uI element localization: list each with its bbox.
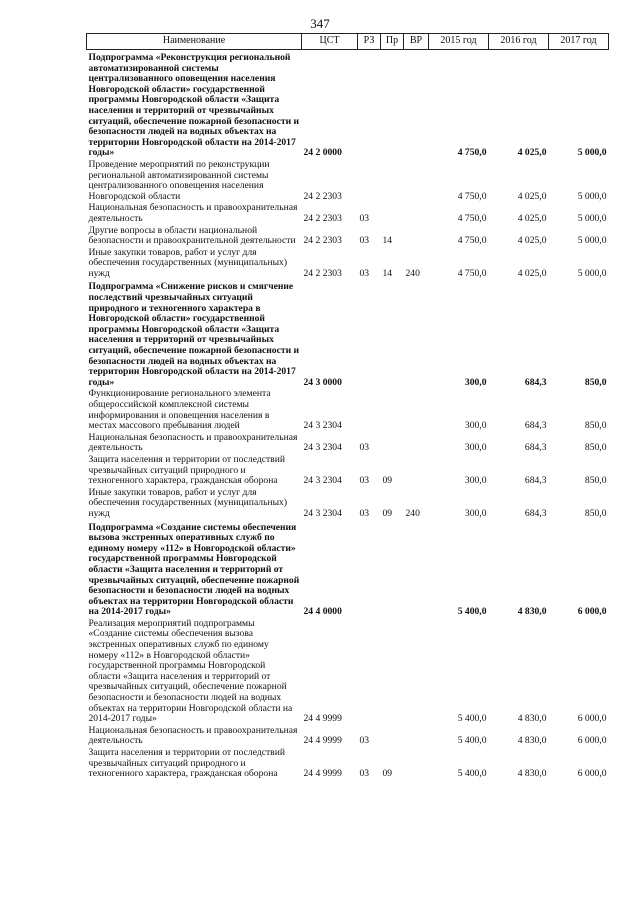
cell-rz: 03 bbox=[359, 507, 370, 519]
table-row bbox=[87, 725, 609, 747]
cell-rz bbox=[358, 279, 381, 388]
cell-2016: 4 025,0 bbox=[517, 190, 547, 202]
cell-2017: 6 000,0 bbox=[577, 768, 607, 780]
cell-cst: 24 2 0000 bbox=[303, 147, 342, 159]
header-2015: 2015 год bbox=[429, 34, 489, 50]
cell-name: Национальная безопасность и правоохранительная деятельность bbox=[88, 431, 298, 454]
cell-pr: 14 bbox=[382, 235, 393, 247]
cell-cst: 24 4 0000 bbox=[303, 606, 342, 618]
header-vr: ВР bbox=[404, 34, 429, 50]
cell-rz: 03 bbox=[359, 212, 370, 224]
cell-name: Национальная безопасность и правоохранительная деятельность bbox=[88, 724, 298, 747]
cell-pr: 14 bbox=[382, 267, 393, 279]
table-row bbox=[87, 50, 609, 159]
cell-pr bbox=[381, 725, 404, 747]
cell-2015: 300,0 bbox=[464, 507, 487, 519]
cell-2015: 5 400,0 bbox=[457, 735, 487, 747]
cell-rz: 03 bbox=[359, 475, 370, 487]
cell-2017: 6 000,0 bbox=[577, 713, 607, 725]
cell-pr bbox=[381, 388, 404, 431]
cell-2016: 684,3 bbox=[524, 507, 547, 519]
cell-name: Защита населения и территории от последствий чрезвычайных ситуаций природного и техногенного характера, гражданская оборона bbox=[88, 453, 285, 487]
cell-cst: 24 4 9999 bbox=[303, 735, 342, 747]
cell-2017: 5 000,0 bbox=[577, 147, 607, 159]
cell-2017: 850,0 bbox=[584, 376, 607, 388]
table-row bbox=[87, 520, 609, 618]
cell-pr bbox=[381, 50, 404, 159]
cell-vr bbox=[404, 725, 429, 747]
cell-rz bbox=[358, 388, 381, 431]
cell-vr bbox=[404, 388, 429, 431]
cell-2015: 4 750,0 bbox=[457, 235, 487, 247]
cell-name: Защита населения и территории от последствий чрезвычайных ситуаций природного и техногенного характера, гражданская оборона bbox=[88, 747, 285, 780]
cell-pr bbox=[381, 618, 404, 725]
cell-cst: 24 3 2304 bbox=[303, 475, 342, 487]
cell-name: Подпрограмма «Реконструкция региональной автоматизированной системы централизованного оповещения населения Новгородской области» государственной программы Новгородской области «Защита населения и территорий от чрезвычайных ситуаций, обеспечение пожарной безопасности и безопасности людей на водных объектах на территории Новгородской области на 2014-2017 годы» bbox=[88, 52, 300, 159]
table-row bbox=[87, 225, 609, 247]
cell-cst: 24 4 9999 bbox=[303, 768, 342, 780]
cell-2016: 4 025,0 bbox=[517, 147, 547, 159]
table-row bbox=[87, 432, 609, 454]
cell-vr bbox=[404, 747, 429, 780]
header-2017: 2017 год bbox=[549, 34, 609, 50]
cell-cst: 24 2 2303 bbox=[303, 212, 342, 224]
cell-vr bbox=[404, 618, 429, 725]
cell-vr bbox=[404, 520, 429, 618]
cell-name: Реализация мероприятий подпрограммы «Создание системы обеспечения вызова экстренных оперативных служб по единому номеру «112» в Новгородской области» государственной программы Новгородской области «Защита населения и территорий от чрезвычайных ситуаций, обеспечение пожарной безопасности и безопасности людей на водных объектах на территории Новгородской области на 2014-2017 годы» bbox=[88, 617, 293, 725]
cell-name: Подпрограмма «Снижение рисков и смягчение последствий чрезвычайных ситуаций природного и техногенного характера в Новгородской области» государственной программы Новгородской области «Защита населения и территорий от чрезвычайных ситуаций, обеспечение пожарной безопасности и безопасности людей на водных объектах на территории Новгородской области на 2014-2017 годы» bbox=[88, 281, 300, 388]
cell-2015: 5 400,0 bbox=[457, 768, 487, 780]
cell-rz: 03 bbox=[359, 442, 370, 454]
table-row bbox=[87, 388, 609, 431]
header-2016: 2016 год bbox=[489, 34, 549, 50]
cell-cst: 24 2 2303 bbox=[303, 235, 342, 247]
cell-rz bbox=[358, 520, 381, 618]
cell-vr bbox=[404, 50, 429, 159]
cell-2017: 850,0 bbox=[584, 420, 607, 432]
header-name: Наименование bbox=[87, 34, 302, 50]
cell-rz bbox=[358, 159, 381, 202]
cell-2017: 5 000,0 bbox=[577, 190, 607, 202]
cell-pr bbox=[381, 520, 404, 618]
cell-2015: 4 750,0 bbox=[457, 267, 487, 279]
table-row bbox=[87, 454, 609, 487]
cell-2016: 4 025,0 bbox=[517, 267, 547, 279]
cell-2016: 4 830,0 bbox=[517, 713, 547, 725]
cell-2017: 6 000,0 bbox=[577, 735, 607, 747]
cell-rz bbox=[358, 618, 381, 725]
cell-cst: 24 2 2303 bbox=[303, 267, 342, 279]
cell-2015: 5 400,0 bbox=[457, 713, 487, 725]
cell-cst: 24 3 2304 bbox=[303, 420, 342, 432]
table-row bbox=[87, 747, 609, 780]
cell-cst: 24 3 2304 bbox=[303, 507, 342, 519]
cell-vr bbox=[404, 454, 429, 487]
cell-name: Подпрограмма «Создание системы обеспечения вызова экстренных оперативных служб по единому номеру «112» в Новгородской области» государственной программы Новгородской области «Защита населения и территорий от чрезвычайных ситуаций, обеспечение пожарной безопасности и безопасности людей на водных объектах на территории Новгородской области на 2014-2017 годы» bbox=[88, 521, 300, 618]
cell-vr: 240 bbox=[405, 267, 420, 279]
cell-rz: 03 bbox=[359, 267, 370, 279]
cell-cst: 24 4 9999 bbox=[303, 713, 342, 725]
cell-rz: 03 bbox=[359, 235, 370, 247]
cell-name: Национальная безопасность и правоохранительная деятельность bbox=[88, 202, 298, 224]
cell-2015: 300,0 bbox=[464, 475, 487, 487]
cell-2015: 5 400,0 bbox=[457, 606, 487, 618]
cell-2017: 5 000,0 bbox=[577, 235, 607, 247]
cell-pr: 09 bbox=[382, 507, 393, 519]
cell-2016: 4 025,0 bbox=[517, 235, 547, 247]
table-header-row bbox=[87, 34, 609, 50]
table-row bbox=[87, 487, 609, 520]
cell-vr bbox=[404, 159, 429, 202]
cell-2017: 5 000,0 bbox=[577, 212, 607, 224]
cell-2017: 850,0 bbox=[584, 507, 607, 519]
cell-2016: 684,3 bbox=[524, 376, 547, 388]
cell-vr bbox=[404, 279, 429, 388]
cell-vr bbox=[404, 225, 429, 247]
cell-name: Иные закупки товаров, работ и услуг для обеспечения государственных (муниципальных) нужд bbox=[88, 246, 288, 279]
cell-2016: 4 025,0 bbox=[517, 212, 547, 224]
header-pr: Пр bbox=[381, 34, 404, 50]
cell-rz: 03 bbox=[359, 735, 370, 747]
cell-2015: 4 750,0 bbox=[457, 147, 487, 159]
cell-cst: 24 3 0000 bbox=[303, 376, 342, 388]
cell-cst: 24 2 2303 bbox=[303, 190, 342, 202]
cell-name: Иные закупки товаров, работ и услуг для обеспечения государственных (муниципальных) нужд bbox=[88, 486, 288, 519]
cell-rz: 03 bbox=[359, 768, 370, 780]
cell-cst: 24 3 2304 bbox=[303, 442, 342, 454]
cell-name: Другие вопросы в области национальной безопасности и правоохранительной деятельности bbox=[88, 224, 296, 247]
cell-pr: 09 bbox=[382, 475, 393, 487]
cell-2015: 300,0 bbox=[464, 442, 487, 454]
cell-vr: 240 bbox=[405, 507, 420, 519]
cell-pr bbox=[381, 432, 404, 454]
cell-2016: 4 830,0 bbox=[517, 606, 547, 618]
cell-2017: 6 000,0 bbox=[577, 606, 607, 618]
cell-2017: 850,0 bbox=[584, 475, 607, 487]
cell-rz bbox=[358, 50, 381, 159]
cell-2016: 684,3 bbox=[524, 442, 547, 454]
cell-pr bbox=[381, 159, 404, 202]
cell-pr bbox=[381, 202, 404, 224]
cell-2015: 300,0 bbox=[464, 376, 487, 388]
cell-2016: 684,3 bbox=[524, 420, 547, 432]
table-row bbox=[87, 159, 609, 202]
cell-2016: 684,3 bbox=[524, 475, 547, 487]
cell-2017: 5 000,0 bbox=[577, 267, 607, 279]
table-row bbox=[87, 202, 609, 224]
page-number: 347 bbox=[310, 16, 330, 31]
cell-vr bbox=[404, 432, 429, 454]
header-rz: РЗ bbox=[358, 34, 381, 50]
cell-pr bbox=[381, 279, 404, 388]
cell-2015: 4 750,0 bbox=[457, 190, 487, 202]
table-row bbox=[87, 618, 609, 725]
table-row bbox=[87, 279, 609, 388]
budget-table bbox=[86, 33, 609, 780]
header-cst: ЦСТ bbox=[302, 34, 358, 50]
cell-name: Проведение мероприятий по реконструкции региональной автоматизированной системы централизованного оповещения населения Новгородской области bbox=[88, 158, 270, 202]
cell-name: Функционирование регионального элемента общероссийской комплексной системы информирования и оповещения населения в местах массового пребывания людей bbox=[88, 388, 271, 432]
cell-2016: 4 830,0 bbox=[517, 735, 547, 747]
cell-vr bbox=[404, 202, 429, 224]
table-row bbox=[87, 247, 609, 280]
cell-2015: 4 750,0 bbox=[457, 212, 487, 224]
cell-2017: 850,0 bbox=[584, 442, 607, 454]
cell-2015: 300,0 bbox=[464, 420, 487, 432]
cell-2016: 4 830,0 bbox=[517, 768, 547, 780]
cell-pr: 09 bbox=[382, 768, 393, 780]
